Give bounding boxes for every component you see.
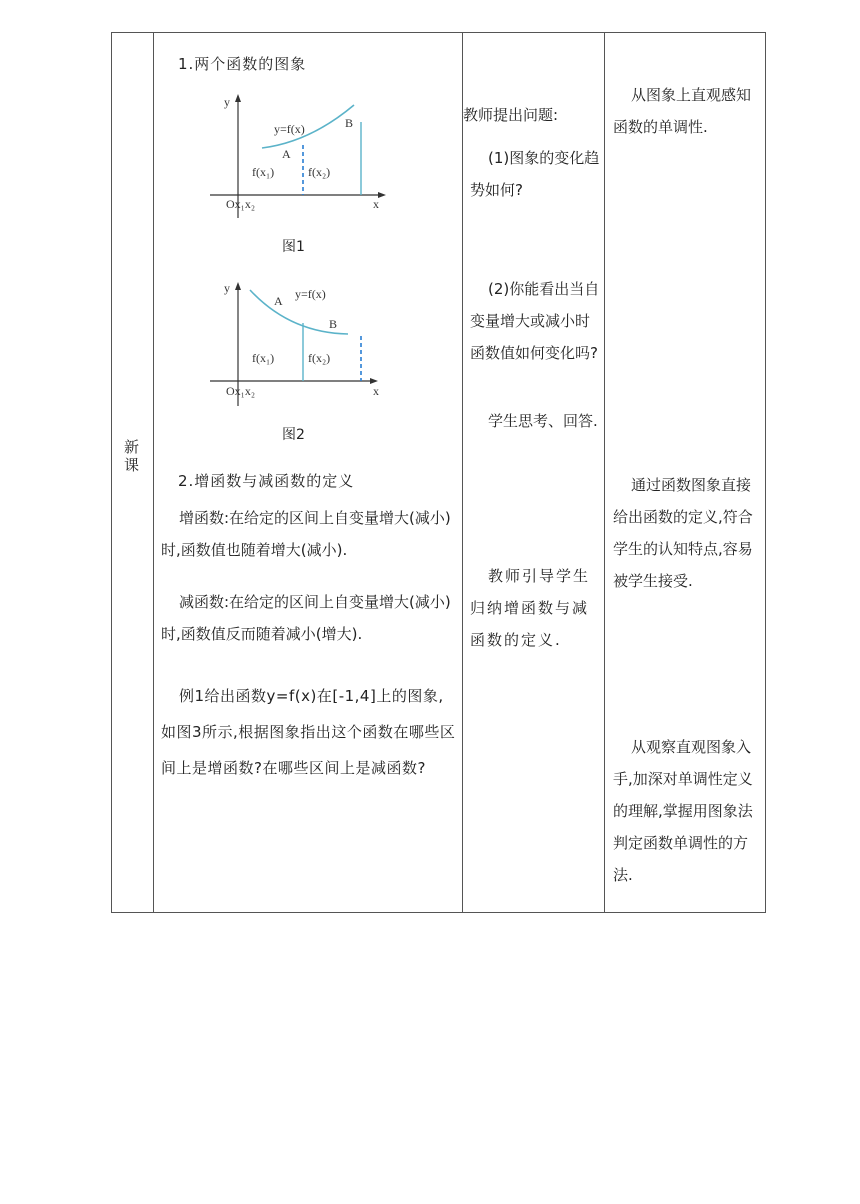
table-bottom-border [111, 912, 766, 913]
fig2-fx1: f(x₁) [252, 351, 275, 365]
intent-note-3: 从观察直观图象入手,加深对单调性定义的理解,掌握用图象法判定函数单调性的方法. [613, 738, 753, 884]
increasing-function-definition: 增函数:在给定的区间上自变量增大(减小)时,函数值也随着增大(减小). [161, 509, 451, 559]
fig2-point-a: A [274, 294, 283, 308]
fig1-curve-label: y=f(x) [274, 122, 305, 136]
intent-note-1: 从图象上直观感知函数的单调性. [613, 86, 752, 136]
question-1: (1)图象的变化趋势如何? [470, 149, 600, 199]
table-right-border [765, 32, 766, 913]
fig2-fx2: f(x₂) [308, 351, 331, 365]
student-activity: 学生思考、回答. [488, 412, 598, 430]
teacher-question-intro: 教师提出问题: [463, 106, 559, 124]
fig2-point-b: B [329, 317, 338, 331]
section-label: 新课 [124, 438, 140, 474]
fig2-axis-x: x [373, 384, 379, 398]
table-top-border [111, 32, 766, 33]
column-divider-3 [604, 32, 605, 913]
figure-2-caption: 图2 [282, 427, 305, 443]
column-divider-2 [462, 32, 463, 913]
fig1-axis-y: y [224, 95, 230, 109]
fig1-point-a: A [282, 147, 291, 161]
table-left-border [111, 32, 112, 913]
intent-note-2: 通过函数图象直接给出函数的定义,符合学生的认知特点,容易被学生接受. [613, 476, 753, 590]
fig1-fx2: f(x₂) [308, 165, 331, 179]
fig1-fx1: f(x₁) [252, 165, 275, 179]
fig1-point-b: B [345, 116, 354, 130]
fig2-axis-y: y [224, 281, 230, 295]
heading-graphs: 1.两个函数的图象 [178, 55, 307, 73]
question-2: (2)你能看出当自变量增大或减小时函数值如何变化吗? [470, 280, 600, 362]
fig1-origin: Ox₁x₂ [226, 197, 256, 211]
column-divider-1 [153, 32, 154, 913]
teacher-guidance: 教师引导学生归纳增函数与减函数的定义. [470, 567, 591, 649]
figure-2 [200, 278, 400, 408]
example-1-text: 例1给出函数y=f(x)在[-1,4]上的图象,如图3所示,根据图象指出这个函数在哪些区间上是增函数?在哪些区间上是减函数? [161, 687, 456, 777]
figure-1-caption: 图1 [282, 239, 305, 255]
heading-definitions: 2.增函数与减函数的定义 [178, 472, 355, 490]
fig2-origin: Ox₁x₂ [226, 384, 256, 398]
fig2-curve-label: y=f(x) [295, 287, 326, 301]
fig1-axis-x: x [373, 197, 379, 211]
decreasing-function-definition: 减函数:在给定的区间上自变量增大(减小)时,函数值反而随着减小(增大). [161, 593, 451, 643]
figure-1 [200, 90, 400, 220]
